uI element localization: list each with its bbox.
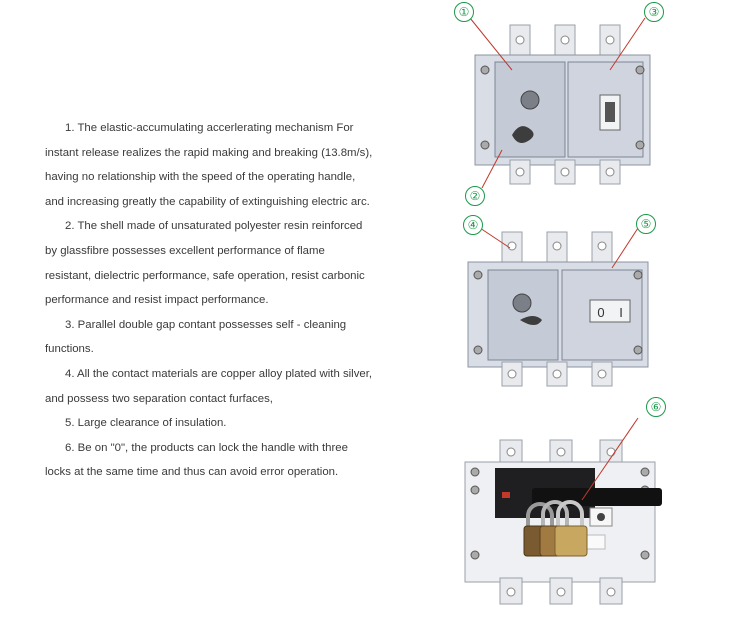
feature-4-line-2: and possess two separation contact furfaces, <box>45 392 273 405</box>
callout-4: ④ <box>463 215 483 235</box>
feature-2-line-3: resistant, dielectric performance, safe operation, resist carbonic <box>45 269 365 282</box>
off-label: 0 <box>597 305 605 320</box>
feature-2-line-4: performance and resist impact performance. <box>45 294 269 307</box>
on-label: I <box>619 305 623 320</box>
callout-1: ① <box>454 2 474 22</box>
callout-3: ③ <box>644 2 664 22</box>
switch-internal-view-2 <box>468 232 648 386</box>
feature-3-line-2: functions. <box>45 343 94 356</box>
switch-padlocked-view <box>465 440 662 604</box>
feature-3-line-1: 3. Parallel double gap contant possesses self - cleaning <box>65 318 347 331</box>
feature-2-line-1: 2. The shell made of unsaturated polyester resin reinforced <box>65 220 363 233</box>
callout-5: ⑤ <box>636 214 656 234</box>
feature-6-line-2: locks at the same time and thus can avoid error operation. <box>45 466 339 479</box>
feature-5-line-1: 5. Large clearance of insulation. <box>65 417 227 430</box>
feature-1-line-2: instant release realizes the rapid making and breaking (13.8m/s), <box>45 146 373 159</box>
callout-2: ② <box>465 186 485 206</box>
feature-1-line-3: having no relationship with the speed of the operating handle, <box>45 171 356 184</box>
feature-1-line-4: and increasing greatly the capability of extinguishing electric arc. <box>45 195 370 208</box>
feature-4-line-1: 4. All the contact materials are copper alloy plated with silver, <box>65 367 373 380</box>
feature-1-line-1: 1. The elastic-accumulating accerlerating mechanism For <box>65 122 354 134</box>
feature-6-line-1: 6. Be on "0", the products can lock the handle with three <box>65 441 348 454</box>
feature-description <box>45 116 395 485</box>
product-illustrations <box>440 0 730 617</box>
feature-2-line-2: by glassfibre possesses excellent performance of flame <box>45 244 325 257</box>
switch-drawings <box>440 0 730 617</box>
callout-6: ⑥ <box>646 397 666 417</box>
